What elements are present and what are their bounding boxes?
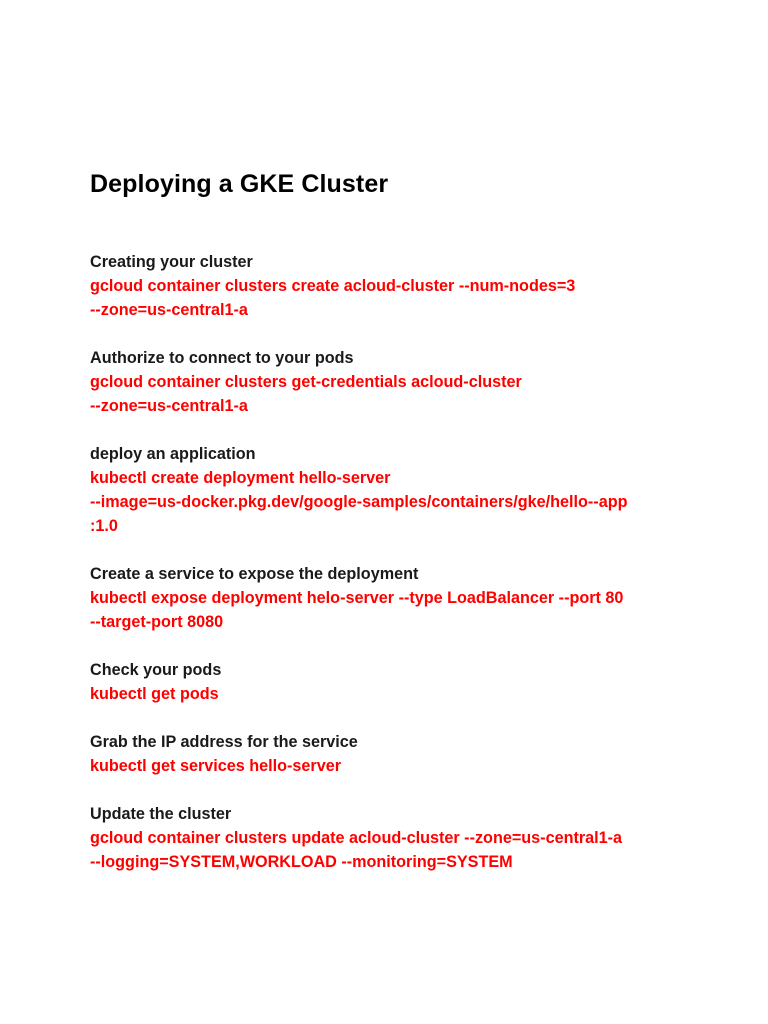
command-line: gcloud container clusters get-credentials acloud-cluster [90,373,522,391]
instruction-section [90,346,710,418]
step-label: Authorize to connect to your pods [90,349,354,367]
command-line: :1.0 [90,517,118,535]
page-title: Deploying a GKE Cluster [90,170,389,198]
command-line: gcloud container clusters create acloud-cluster --num-nodes=3 [90,277,576,295]
instruction-section [90,730,710,778]
instruction-section [90,802,710,874]
step-label: deploy an application [90,445,256,463]
command-line: --logging=SYSTEM,WORKLOAD --monitoring=SYSTEM [90,853,513,871]
step-label: Update the cluster [90,805,232,823]
command-line: --zone=us-central1-a [90,301,248,319]
instruction-section [90,658,710,706]
step-label: Grab the IP address for the service [90,733,358,751]
instruction-section [90,562,710,634]
sections-container [90,250,710,874]
command-line: --image=us-docker.pkg.dev/google-samples/containers/gke/hello--app [90,493,628,511]
step-label: Creating your cluster [90,253,253,271]
document-page [90,168,710,898]
instruction-section [90,442,710,538]
command-line: kubectl expose deployment helo-server --type LoadBalancer --port 80 [90,589,624,607]
command-line: --target-port 8080 [90,613,224,631]
step-label: Check your pods [90,661,222,679]
command-line: kubectl create deployment hello-server [90,469,391,487]
step-label: Create a service to expose the deployment [90,565,419,583]
command-line: kubectl get pods [90,685,219,703]
instruction-section [90,250,710,322]
command-line: kubectl get services hello-server [90,757,342,775]
command-line: --zone=us-central1-a [90,397,248,415]
command-line: gcloud container clusters update acloud-cluster --zone=us-central1-a [90,829,623,847]
